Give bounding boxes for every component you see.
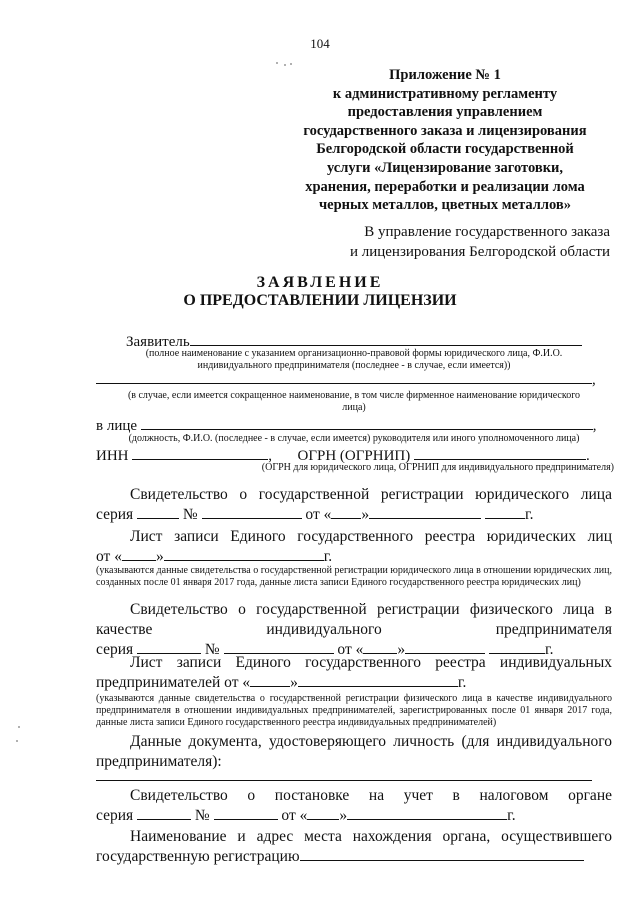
reg-authority-field[interactable] (300, 847, 584, 861)
hint-line: (полное наименование с указанием организационно-правовой формы юридического лица, Ф.И.О. (145, 348, 563, 359)
reg-authority-label2: государственную регистрацию (96, 848, 300, 865)
series-label: серия (96, 807, 134, 824)
legal-record-day-field[interactable] (122, 547, 156, 561)
appendix-line: услуги «Лицензирование заготовки, (326, 159, 564, 176)
date-open: от « (305, 506, 332, 523)
scan-speck (284, 64, 286, 66)
identity-field[interactable] (96, 780, 592, 781)
word: качестве (96, 621, 153, 638)
page-number: 104 (310, 36, 330, 51)
hint-line: лица) (342, 402, 366, 413)
person-field[interactable] (141, 416, 593, 430)
date-close: » (397, 641, 406, 658)
date-close: » (290, 674, 298, 691)
year-label: г. (545, 641, 554, 658)
tax-month-field[interactable] (347, 806, 507, 820)
appendix-line: предоставления управлением (347, 104, 543, 121)
recipient-line: и лицензирования Белгородской области (349, 244, 610, 260)
person-hint: (должность, Ф.И.О. (последнее - в случае, если имеется) руководителя или иного уполномоченного лица) (128, 433, 580, 444)
identity-block (96, 732, 612, 772)
individual-cert (96, 600, 612, 660)
scan-speck (290, 63, 292, 65)
reg-authority-label: Наименование и адрес места нахождения органа, осуществившего (130, 828, 612, 845)
legal-cert (96, 485, 612, 525)
series-label: серия (96, 506, 134, 523)
individual-cert-number-field[interactable] (224, 640, 334, 654)
tax-cert-text (96, 786, 612, 806)
short-name-field[interactable] (96, 370, 592, 384)
date-close: » (155, 548, 164, 565)
word: предпринимателя (495, 621, 612, 638)
number-label: № (194, 807, 210, 824)
date-close: » (339, 807, 348, 824)
individual-record-hint: (указываются данные свидетельства о государственной регистрации физического лица в качестве индивидуального предпринимателя в отношении индивидуальных предпринимателей, зарегистрированных после 01 января 2017 года, данные листа записи Единого государственного реестра индивидуальных предпринимателей) (96, 693, 612, 728)
individual-record-month-field[interactable] (298, 673, 408, 687)
legal-cert-month-field[interactable] (369, 505, 481, 519)
inn-ogrn-row: ИНН , ОГРН (ОГРНИП) . (96, 448, 590, 464)
individual-record-fields (96, 673, 612, 693)
legal-cert-text (96, 485, 612, 505)
individual-record-day-field[interactable] (250, 673, 290, 687)
tax-number-field[interactable] (214, 806, 278, 820)
identity-text (96, 732, 612, 752)
scan-speck (18, 726, 20, 728)
word: индивидуального (266, 621, 382, 638)
appendix-line: к административному регламенту (332, 85, 558, 102)
legal-record-month-field[interactable] (164, 547, 324, 561)
year-label: г. (507, 807, 516, 824)
identity-label2: предпринимателя): (96, 753, 222, 770)
appendix-line: хранения, переработки и реализации лома (305, 178, 585, 195)
individual-cert-month-field[interactable] (405, 640, 485, 654)
scan-speck (16, 740, 18, 742)
number-label: № (204, 641, 220, 658)
recipient-block (330, 222, 610, 262)
tax-cert-label: Свидетельство о постановке на учет в налоговом органе (130, 787, 612, 804)
individual-cert-label: Свидетельство о государственной регистрации физического лица в (130, 601, 612, 618)
recipient-line: В управление государственного заказа (364, 224, 610, 240)
date-open: от « (96, 548, 122, 565)
date-open: от « (337, 641, 364, 658)
comma: , (268, 448, 272, 464)
legal-cert-fields (96, 505, 612, 525)
individual-cert-text (96, 600, 612, 620)
tax-day-field[interactable] (307, 806, 339, 820)
number-label: № (182, 506, 198, 523)
ogrn-hint: (ОГРН для юридического лица, ОГРНИП для индивидуального предпринимателя) (261, 462, 614, 473)
reg-authority-text (96, 827, 612, 847)
applicant-hint (96, 348, 612, 372)
short-name-row (96, 370, 596, 389)
appendix-line: черных металлов, цветных металлов» (319, 197, 571, 214)
document-title: ЗАЯВЛЕНИЕ (256, 274, 384, 291)
date-open: от « (281, 807, 308, 824)
appendix-line: Приложение № 1 (389, 67, 501, 83)
individual-cert-year-field[interactable] (489, 640, 545, 654)
date-close: » (361, 506, 370, 523)
document-subtitle: О ПРЕДОСТАВЛЕНИИ ЛИЦЕНЗИИ (183, 292, 457, 309)
year-label: г. (323, 548, 333, 565)
individual-record-text (96, 653, 612, 673)
individual-cert-words (96, 620, 612, 640)
individual-cert-series-field[interactable] (137, 640, 201, 654)
legal-cert-label: Свидетельство о государственной регистрации юридического лица (130, 486, 612, 503)
legal-record-label: Лист записи Единого государственного реестра юридических лиц (130, 528, 612, 545)
ogrn-field[interactable] (414, 446, 586, 460)
appendix-line: Белгородской области государственной (316, 141, 574, 158)
scan-speck (276, 62, 278, 64)
year-label: г. (525, 506, 534, 523)
individual-record-label2: предпринимателей от « (96, 674, 251, 691)
person-label: в лице (96, 418, 138, 434)
tax-series-field[interactable] (137, 806, 191, 820)
reg-authority (96, 827, 612, 867)
appendix-line: государственного заказа и лицензирования (303, 122, 587, 139)
series-label: серия (96, 641, 134, 658)
applicant-name-field[interactable] (190, 332, 582, 346)
legal-record-fields (96, 547, 612, 567)
appendix-heading (280, 66, 610, 215)
comma: , (592, 372, 596, 388)
legal-record-hint: (указываются данные свидетельства о государственной регистрации юридического лица в отношении юридических лиц, созданных после 01 января 2017 года, данные листа записи Единого государственного реестра юридических лиц) (96, 565, 612, 588)
comma: , (592, 418, 597, 434)
legal-record-text (96, 527, 612, 547)
year-label: г. (457, 674, 467, 691)
individual-cert-day-field[interactable] (363, 640, 397, 654)
inn-label: ИНН (96, 448, 129, 464)
identity-label: Данные документа, удостоверяющего личность (для индивидуального (130, 733, 612, 750)
short-name-hint (96, 390, 612, 414)
individual-record-label: Лист записи Единого государственного реестра индивидуальных (130, 654, 612, 671)
tax-cert-fields (96, 806, 612, 826)
legal-record (96, 527, 612, 567)
tax-cert (96, 786, 612, 826)
legal-cert-day-field[interactable] (331, 505, 361, 519)
individual-record-year-field[interactable] (408, 673, 458, 687)
applicant-label: Заявитель (126, 334, 190, 350)
legal-cert-year-field[interactable] (485, 505, 525, 519)
ogrn-label: ОГРН (ОГРНИП) (297, 448, 411, 464)
inn-field[interactable] (132, 446, 268, 460)
legal-cert-number-field[interactable] (202, 505, 302, 519)
hint-line: (в случае, если имеется сокращенное наименование, в том числе фирменное наименование юридического (127, 390, 581, 401)
individual-record (96, 653, 612, 693)
reg-authority-fields (96, 847, 612, 867)
legal-cert-series-field[interactable] (137, 505, 179, 519)
hint-line: индивидуального предпринимателя (последнее - в случае, если имеется)) (197, 360, 511, 371)
